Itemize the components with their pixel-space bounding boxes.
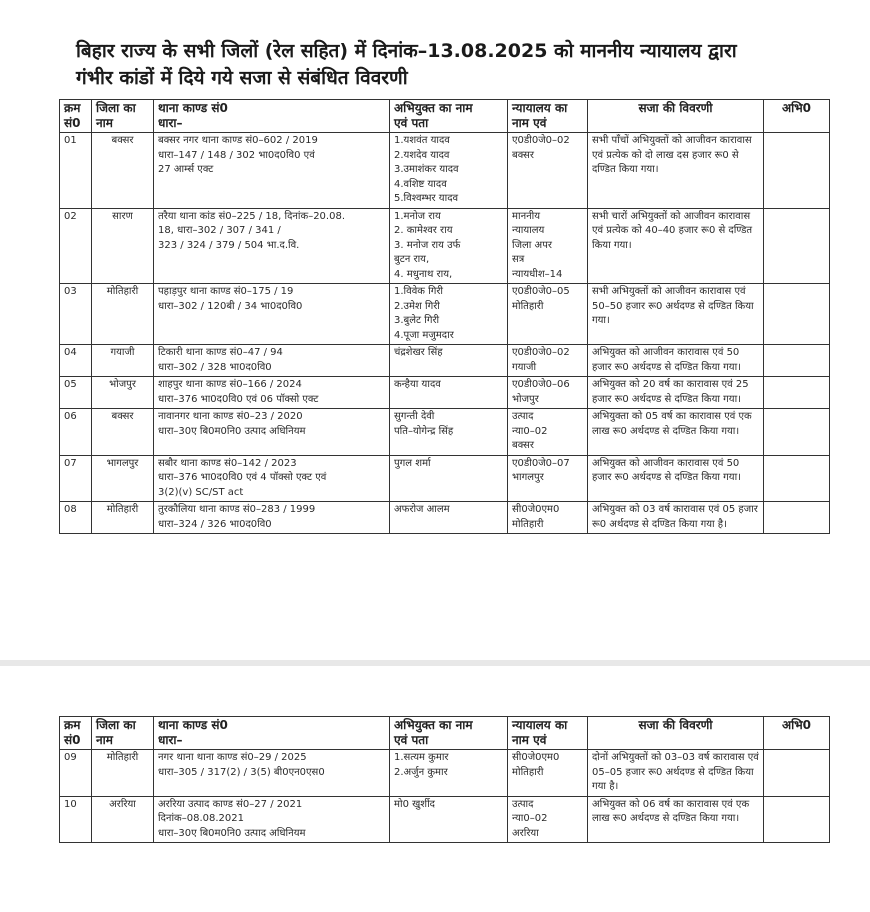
cell-case: [154, 133, 390, 209]
cell-court-line: ए0डी0जे0–05: [512, 286, 570, 297]
cell-case-line: 18, धारा–302 / 307 / 341 /: [158, 225, 281, 236]
cell-accused-line: 3.उमाशंकर यादव: [394, 164, 459, 175]
cell-remarks: [764, 133, 830, 209]
cell-accused-line: 4.पूजा मजुमदार: [394, 329, 454, 341]
table-row: [60, 208, 830, 284]
cell-remarks: [764, 208, 830, 284]
cell-court-line: उत्पाद: [512, 798, 534, 810]
cell-case-line: तरैया थाना कांड सं0–225 / 18, दिनांक–20.08.: [158, 210, 346, 222]
cell-remarks: [764, 502, 830, 534]
table-row: [60, 750, 830, 797]
cell-sentence: अभियुक्त को 03 वर्ष कारावास एवं 05 हजार रू0 अर्थदण्ड से दण्डित किया गया है।: [588, 502, 764, 534]
cell-accused-line: चंद्रशेखर सिंह: [394, 347, 443, 358]
table-row: [60, 377, 830, 409]
cell-accused-line: मो0 खुर्शीद: [394, 798, 435, 810]
cell-case-line: दिनांक–08.08.2021: [158, 813, 244, 824]
cell-court-line: न्या0–02: [512, 425, 548, 437]
cell-court-line: गयाजी: [512, 361, 537, 373]
cell-case: [154, 750, 390, 797]
cell-court-line: अररिया: [512, 827, 539, 839]
cell-court-line: माननीय: [512, 210, 541, 222]
page-separator: [0, 660, 870, 666]
table-row: [60, 345, 830, 377]
cell-accused: [390, 750, 508, 797]
header-row: [60, 717, 830, 750]
cell-district: अररिया: [92, 796, 154, 843]
cell-sentence: सभी पाँचों अभियुक्तों को आजीवन कारावास एवं प्रत्येक को दो लाख दस हजार रू0 से दण्डित किया गया।: [588, 133, 764, 209]
cell-case-line: धारा–305 / 317(2) / 3(5) बी0एन0एस0: [158, 766, 325, 778]
cell-case-line: धारा–376 भा0द0वि0 एवं 4 पॉक्सो एक्ट एवं: [158, 472, 327, 483]
cell-sn: 01: [60, 133, 92, 209]
cell-sentence: सभी अभियुक्तों को आजीवन कारावास एवं 50–50 हजार रू0 अर्थदण्ड से दण्डित किया गया।: [588, 284, 764, 345]
cell-court: [508, 345, 588, 377]
cell-sentence: अभियुक्त को आजीवन कारावास एवं 50 हजार रू0 अर्थदण्ड से दण्डित किया गया।: [588, 455, 764, 502]
table-row: [60, 409, 830, 456]
verdict-table-page-2: [59, 716, 830, 843]
cell-case-line: नावानगर थाना काण्ड सं0–23 / 2020: [158, 411, 303, 422]
cell-district: भागलपुर: [92, 455, 154, 502]
table-body-page-2: [60, 750, 830, 843]
cell-case-line: धारा–302 / 328 भा0द0वि0: [158, 361, 272, 373]
cell-court-line: मोतिहारी: [512, 518, 544, 530]
header-accused: अभियुक्त का नाम एवं पता: [390, 100, 508, 133]
cell-district: मोतिहारी: [92, 284, 154, 345]
cell-case-line: सबौर थाना काण्ड सं0–142 / 2023: [158, 457, 297, 469]
cell-court: [508, 208, 588, 284]
cell-accused-line: 3. मनोज राय उर्फ: [394, 239, 461, 251]
verdict-table-page-1: [59, 99, 830, 534]
header-sn: क्रम सं0: [60, 717, 92, 750]
cell-accused: [390, 409, 508, 456]
cell-sn: 07: [60, 455, 92, 502]
cell-case: [154, 796, 390, 843]
cell-accused-line: 5.विश्वम्भर यादव: [394, 193, 459, 204]
cell-court: [508, 133, 588, 209]
cell-case-line: धारा–324 / 326 भा0द0वि0: [158, 518, 272, 530]
cell-court-line: न्यायालय: [512, 225, 545, 236]
table-body-page-1: [60, 133, 830, 534]
cell-sn: 05: [60, 377, 92, 409]
cell-sn: 04: [60, 345, 92, 377]
cell-case: [154, 284, 390, 345]
cell-sn: 08: [60, 502, 92, 534]
cell-court-line: ए0डी0जे0–06: [512, 379, 570, 390]
cell-court: [508, 284, 588, 345]
header-remarks: अभि0: [764, 100, 830, 133]
cell-sn: 03: [60, 284, 92, 345]
cell-case: [154, 409, 390, 456]
table-row: [60, 284, 830, 345]
cell-court-line: बक्सर: [512, 440, 534, 451]
cell-sn: 09: [60, 750, 92, 797]
cell-sentence: अभियुक्त को आजीवन कारावास एवं 50 हजार रू0 अर्थदण्ड से दण्डित किया गया।: [588, 345, 764, 377]
cell-case-line: अररिया उत्पाद काण्ड सं0–27 / 2021: [158, 798, 303, 810]
cell-district: सारण: [92, 208, 154, 284]
cell-court-line: उत्पाद: [512, 411, 534, 422]
header-case: थाना काण्ड सं0 धारा–: [154, 717, 390, 750]
cell-accused: [390, 345, 508, 377]
cell-remarks: [764, 345, 830, 377]
cell-accused-line: 1.मनोज राय: [394, 210, 441, 222]
cell-remarks: [764, 750, 830, 797]
cell-accused-line: 2.यशदेव यादव: [394, 149, 450, 161]
cell-court-line: मोतिहारी: [512, 766, 544, 778]
header-remarks: अभि0: [764, 717, 830, 750]
cell-accused-line: पुगल शर्मा: [394, 457, 431, 469]
cell-case-line: नगर थाना थाना काण्ड सं0–29 / 2025: [158, 752, 307, 763]
cell-accused-line: 1.विवेक गिरी: [394, 286, 444, 297]
header-sn: क्रम सं0: [60, 100, 92, 133]
cell-accused: [390, 284, 508, 345]
cell-court-line: सत्र: [512, 254, 525, 265]
header-district: जिला का नाम: [92, 717, 154, 750]
cell-court: [508, 455, 588, 502]
cell-accused-line: सुगन्ती देवी: [394, 411, 435, 422]
cell-case-line: धारा–376 भा0द0वि0 एवं 06 पॉक्सो एक्ट: [158, 393, 319, 405]
cell-case-line: धारा–30ए बि0म0नि0 उत्पाद अधिनियम: [158, 827, 306, 839]
cell-court-line: ए0डी0जे0–02: [512, 347, 570, 358]
cell-sentence: अभियुक्त को 06 वर्ष का कारावास एवं एक लाख रू0 अर्थदण्ड से दण्डित किया गया।: [588, 796, 764, 843]
cell-district: भोजपुर: [92, 377, 154, 409]
cell-accused: [390, 377, 508, 409]
cell-remarks: [764, 455, 830, 502]
cell-district: बक्सर: [92, 409, 154, 456]
table-row: [60, 455, 830, 502]
cell-accused: [390, 208, 508, 284]
cell-accused-line: अफरोज आलम: [394, 504, 450, 515]
cell-accused-line: 3.बुलेट गिरी: [394, 315, 440, 326]
cell-accused-line: 1.सत्यम कुमार: [394, 752, 449, 763]
cell-accused-line: बुटन राय,: [394, 254, 430, 265]
table-row: [60, 133, 830, 209]
cell-case-line: शाहपुर थाना काण्ड सं0–166 / 2024: [158, 379, 302, 390]
cell-case-line: टिकारी थाना काण्ड सं0–47 / 94: [158, 347, 283, 358]
cell-accused: [390, 796, 508, 843]
header-sentence: सजा की विवरणी: [588, 100, 764, 133]
cell-case-line: 27 आर्म्स एक्ट: [158, 164, 214, 175]
cell-accused-line: 2.अर्जुन कुमार: [394, 766, 448, 778]
cell-sn: 06: [60, 409, 92, 456]
cell-court: [508, 796, 588, 843]
title-line-1: बिहार राज्य के सभी जिलों (रेल सहित) में दिनांक–13.08.2025 को माननीय न्यायालय द्वारा: [76, 40, 737, 62]
cell-court-line: न्या0–02: [512, 813, 548, 824]
cell-sn: 10: [60, 796, 92, 843]
cell-remarks: [764, 796, 830, 843]
cell-court: [508, 502, 588, 534]
cell-case: [154, 345, 390, 377]
cell-court-line: बक्सर: [512, 149, 534, 161]
header-court: न्यायालय का नाम एवं: [508, 717, 588, 750]
cell-case-line: तुरकौलिया थाना काण्ड सं0–283 / 1999: [158, 504, 316, 515]
cell-court-line: भागलपुर: [512, 472, 544, 483]
cell-case: [154, 208, 390, 284]
cell-remarks: [764, 377, 830, 409]
cell-remarks: [764, 409, 830, 456]
cell-case-line: धारा–147 / 148 / 302 भा0द0वि0 एवं: [158, 149, 315, 161]
cell-accused-line: 1.यशवंत यादव: [394, 135, 450, 146]
cell-court-line: सी0जे0एम0: [512, 504, 560, 515]
cell-accused: [390, 455, 508, 502]
cell-accused: [390, 133, 508, 209]
cell-court-line: भोजपुर: [512, 393, 539, 405]
cell-case: [154, 502, 390, 534]
cell-court: [508, 377, 588, 409]
header-accused: अभियुक्त का नाम एवं पता: [390, 717, 508, 750]
header-court: न्यायालय का नाम एवं: [508, 100, 588, 133]
cell-district: मोतिहारी: [92, 502, 154, 534]
cell-accused-line: 4. मधुनाथ राय,: [394, 268, 453, 280]
cell-accused-line: 2. कामेश्वर राय: [394, 225, 453, 236]
cell-case: [154, 455, 390, 502]
cell-district: मोतिहारी: [92, 750, 154, 797]
cell-case-line: धारा–302 / 120बी / 34 भा0द0वि0: [158, 300, 303, 312]
cell-sentence: सभी चारों अभियुक्तों को आजीवन कारावास एवं प्रत्येक को 40–40 हजार रू0 से दण्डित किया गया।: [588, 208, 764, 284]
cell-court-line: ए0डी0जे0–07: [512, 457, 570, 469]
table-row: [60, 502, 830, 534]
title-line-2: गंभीर कांडों में दिये गये सजा से संबंधित विवरणी: [76, 67, 408, 89]
cell-sn: 02: [60, 208, 92, 284]
cell-sentence: दोनों अभियुक्तों को 03–03 वर्ष कारावास एवं 05–05 हजार रू0 अर्थदण्ड से दण्डित किया गया है।: [588, 750, 764, 797]
cell-district: गयाजी: [92, 345, 154, 377]
cell-court: [508, 750, 588, 797]
document-title: [76, 38, 856, 92]
cell-remarks: [764, 284, 830, 345]
cell-court-line: जिला अपर: [512, 239, 552, 251]
cell-accused-line: कन्हैया यादव: [394, 379, 441, 390]
cell-sentence: अभियुक्त को 20 वर्ष का कारावास एवं 25 हजार रू0 अर्थदण्ड से दण्डित किया गया।: [588, 377, 764, 409]
cell-case-line: धारा–30ए बि0म0नि0 उत्पाद अधिनियम: [158, 425, 306, 437]
cell-court: [508, 409, 588, 456]
header-row: [60, 100, 830, 133]
cell-accused-line: पति–योगेन्द्र सिंह: [394, 425, 454, 437]
cell-case-line: 323 / 324 / 379 / 504 भा.द.वि.: [158, 239, 300, 251]
table-row: [60, 796, 830, 843]
cell-accused: [390, 502, 508, 534]
cell-case: [154, 377, 390, 409]
cell-court-line: मोतिहारी: [512, 300, 544, 312]
cell-case-line: पहाड़पुर थाना काण्ड सं0–175 / 19: [158, 286, 294, 297]
cell-sentence: अभियुक्ता को 05 वर्ष का कारावास एवं एक लाख रू0 अर्थदण्ड से दण्डित किया गया।: [588, 409, 764, 456]
cell-court-line: सी0जे0एम0: [512, 752, 560, 763]
cell-accused-line: 4.वशिष्ट यादव: [394, 178, 447, 190]
cell-case-line: बक्सर नगर थाना काण्ड सं0–602 / 2019: [158, 135, 318, 146]
cell-court-line: ए0डी0जे0–02: [512, 135, 570, 146]
header-sentence: सजा की विवरणी: [588, 717, 764, 750]
cell-court-line: न्यायधीश–14: [512, 268, 563, 280]
cell-district: बक्सर: [92, 133, 154, 209]
cell-case-line: 3(2)(v) SC/ST act: [158, 486, 244, 498]
header-district: जिला का नाम: [92, 100, 154, 133]
header-case: थाना काण्ड सं0 धारा–: [154, 100, 390, 133]
cell-accused-line: 2.उमेश गिरी: [394, 300, 440, 312]
